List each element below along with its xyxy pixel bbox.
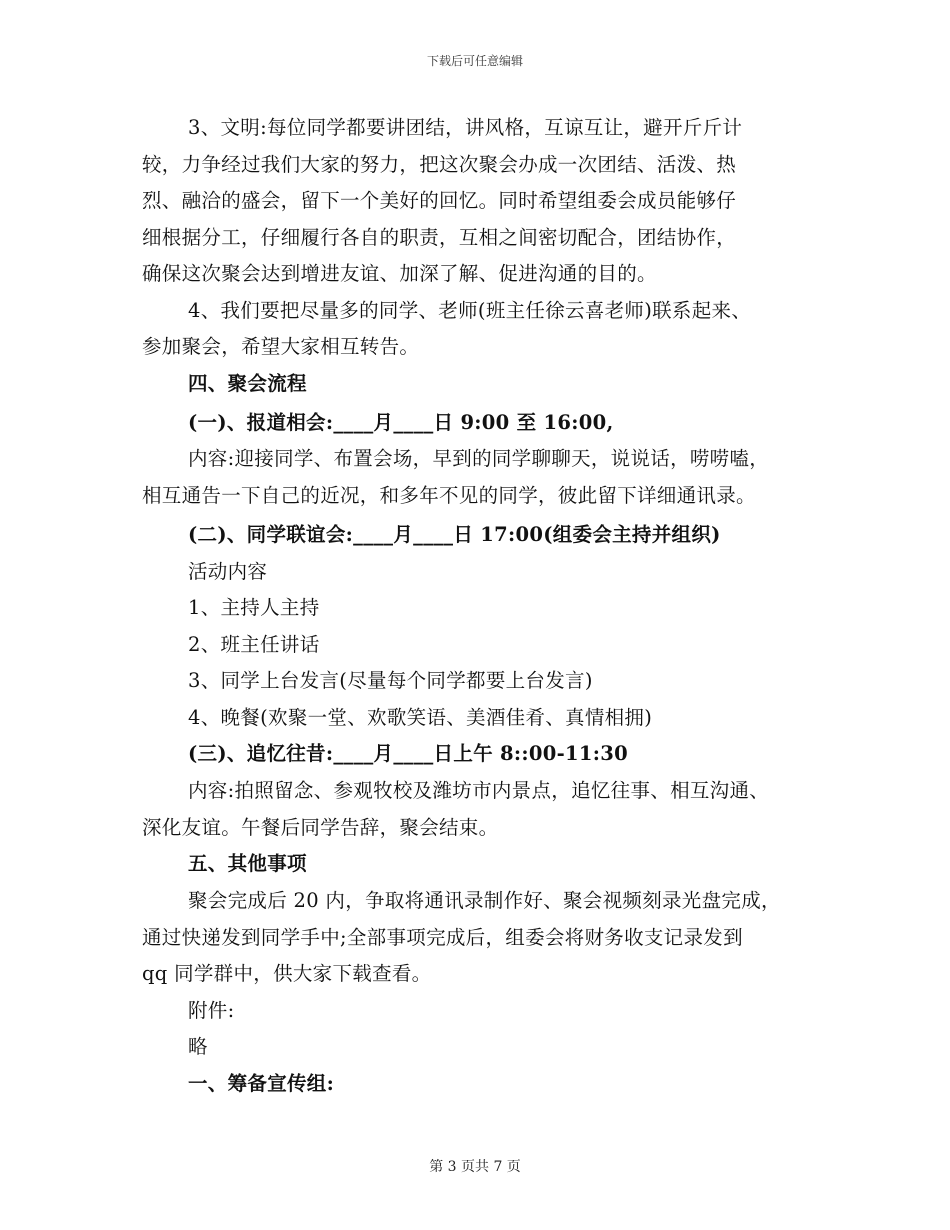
paragraph-line: 3、同学上台发言(尽量每个同学都要上台发言) <box>188 669 593 692</box>
section-heading: (一)、报道相会:____月____日 9:00 至 16:00, <box>188 411 614 434</box>
paragraph-line: 细根据分工，仔细履行各自的职责，互相之间密切配合，团结协作， <box>142 226 737 249</box>
paragraph-line: 内容:迎接同学、布置会场，早到的同学聊聊天，说说话，唠唠嗑， <box>188 447 770 470</box>
paragraph-line: 附件: <box>188 999 235 1022</box>
paragraph-line: 2、班主任讲话 <box>188 633 320 656</box>
paragraph-line: 深化友谊。午餐后同学告辞，聚会结束。 <box>142 816 499 839</box>
paragraph-line: 通过快递发到同学手中;全部事项完成后，组委会将财务收支记录发到 <box>142 926 743 949</box>
paragraph-line: 活动内容 <box>188 560 268 583</box>
paragraph-line: 相互通告一下自己的近况，和多年不见的同学，彼此留下详细通讯录。 <box>142 484 756 507</box>
paragraph-line: 3、文明:每位同学都要讲团结，讲风格，互谅互让，避开斤斤计 <box>188 116 743 139</box>
paragraph-line: 参加聚会，希望大家相互转告。 <box>142 335 420 358</box>
paragraph-line: 略 <box>188 1035 208 1058</box>
paragraph-line: 4、晚餐(欢聚一堂、欢歌笑语、美酒佳肴、真情相拥) <box>188 706 653 729</box>
section-heading: 一、筹备宣传组: <box>188 1072 335 1095</box>
paragraph-line: 较，力争经过我们大家的努力，把这次聚会办成一次团结、活泼、热 <box>142 153 737 176</box>
page-footer: 第 3 页共 7 页 <box>429 1159 521 1175</box>
paragraph-line: qq 同学群中，供大家下载查看。 <box>142 962 432 985</box>
section-heading: 四、聚会流程 <box>188 372 307 395</box>
paragraph-line: 4、我们要把尽量多的同学、老师(班主任徐云喜老师)联系起来、 <box>188 299 752 322</box>
paragraph-line: 烈、融洽的盛会，留下一个美好的回忆。同时希望组委会成员能够仔 <box>142 189 737 212</box>
section-heading: (二)、同学联谊会:____月____日 17:00(组委会主持并组织) <box>188 523 721 546</box>
paragraph-line: 内容:拍照留念、参观牧校及潍坊市内景点，追忆往事、相互沟通、 <box>188 779 770 802</box>
paragraph-line: 聚会完成后 20 内，争取将通讯录制作好、聚会视频刻录光盘完成， <box>188 889 781 912</box>
paragraph-line: 确保这次聚会达到增进友谊、加深了解、促进沟通的目的。 <box>142 262 657 285</box>
paragraph-line: 1、主持人主持 <box>188 596 320 619</box>
section-heading: (三)、追忆往昔:____月____日上午 8::00-11:30 <box>188 742 629 765</box>
section-heading: 五、其他事项 <box>188 852 307 875</box>
page-header: 下载后可任意编辑 <box>426 54 523 68</box>
